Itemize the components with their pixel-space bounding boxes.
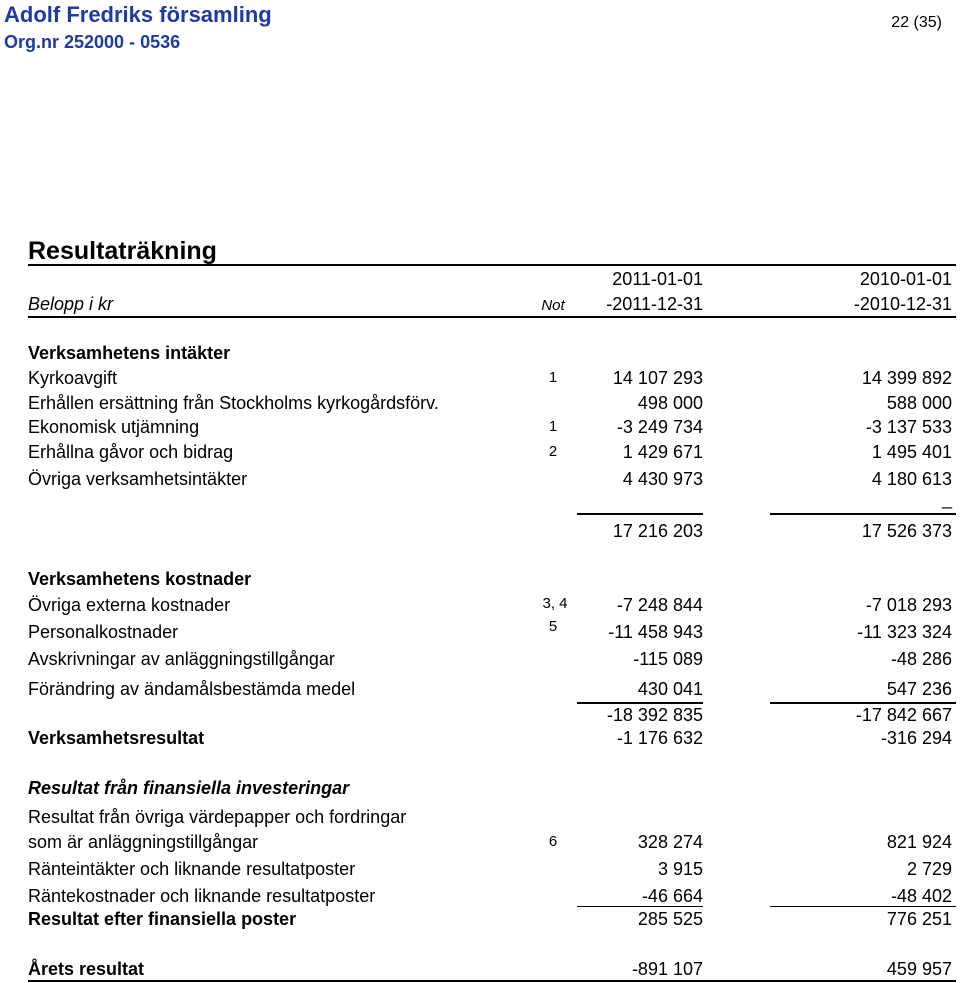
col-2011-start: 2011-01-01 [612, 269, 703, 289]
after-financial-2011: 285 525 [637, 909, 703, 929]
cost-row-label: Förändring av ändamålsbestämda medel [28, 679, 356, 699]
income-row-2010: 14 399 892 [861, 368, 952, 388]
income-row-2010: 1 495 401 [871, 442, 952, 462]
income-row-2011: 1 429 671 [622, 442, 703, 462]
operating-result-2010: -316 294 [880, 728, 952, 748]
financial-row-2010: -48 402 [890, 886, 952, 906]
financial-sum-rule-2011 [577, 906, 703, 907]
financial-row-2011: 3 915 [657, 859, 703, 879]
cost-row-label: Personalkostnader [28, 622, 179, 642]
income-row-label: Erhållen ersättning från Stockholms kyrkogårdsförv. [28, 393, 439, 413]
page-title: Resultaträkning [28, 237, 217, 265]
income-row-label: Erhållna gåvor och bidrag [28, 442, 234, 462]
col-2010-start: 2010-01-01 [859, 269, 952, 289]
title-rule [28, 264, 956, 266]
income-row-2011: 14 107 293 [612, 368, 703, 388]
cost-row-2011: -11 458 943 [608, 622, 703, 642]
financial-row-2011: 328 274 [637, 832, 703, 852]
financial-row-label: Resultat från övriga värdepapper och fordringar [28, 807, 407, 827]
financial-row-label-cont: som är anläggningstillgångar [28, 832, 259, 852]
financial-row-label: Ränteintäkter och liknande resultatposter [28, 859, 356, 879]
operating-result-2011: -1 176 632 [616, 728, 703, 748]
income-total-2010: 17 526 373 [861, 521, 952, 541]
income-row-2010: 588 000 [886, 393, 952, 413]
operating-result-label: Verksamhetsresultat [28, 728, 205, 748]
cost-row-label: Avskrivningar av anläggningstillgångar [28, 649, 335, 669]
organization-number: Org.nr 252000 - 0536 [4, 32, 181, 52]
financial-row-2010: 2 729 [906, 859, 952, 879]
cost-row-2010: 547 236 [886, 679, 952, 699]
cost-row-2010: -48 286 [890, 649, 952, 669]
costs-total-2010: -17 842 667 [855, 705, 952, 725]
col-note-header: Not [541, 297, 565, 314]
after-financial-label: Resultat efter finansiella poster [28, 909, 297, 929]
header-rule [28, 316, 956, 318]
income-row-label: Ekonomisk utjämning [28, 417, 200, 437]
cost-row-label: Övriga externa kostnader [28, 595, 231, 615]
cost-row-note: 5 [548, 618, 558, 635]
col-2011-end: -2011-12-31 [606, 294, 703, 314]
after-financial-2010: 776 251 [886, 909, 952, 929]
financial-row-label: Räntekostnader och liknande resultatposter [28, 886, 376, 906]
income-heading: Verksamhetens intäkter [28, 343, 231, 363]
year-result-2011: -891 107 [631, 959, 703, 979]
income-row-2011: -3 249 734 [616, 417, 703, 437]
year-result-2010: 459 957 [886, 959, 952, 979]
cost-row-2010: -11 323 324 [857, 622, 952, 642]
cost-row-note: 3, 4 [542, 595, 568, 612]
financial-row-note: 6 [548, 833, 558, 850]
income-row-note: 1 [548, 369, 558, 386]
income-row-label: Övriga verksamhetsintäkter [28, 469, 248, 489]
year-result-label: Årets resultat [28, 959, 145, 979]
dash-mark: _ [941, 489, 952, 509]
cost-row-2011: -7 248 844 [616, 595, 703, 615]
income-row-label: Kyrkoavgift [28, 368, 118, 388]
income-total-2011: 17 216 203 [612, 521, 703, 541]
bottom-rule [28, 980, 956, 982]
income-row-note: 1 [548, 418, 558, 435]
income-row-2011: 4 430 973 [622, 469, 703, 489]
income-row-2010: -3 137 533 [865, 417, 952, 437]
income-row-2010: 4 180 613 [871, 469, 952, 489]
col-2010-end: -2010-12-31 [853, 294, 952, 314]
income-row-2011: 498 000 [637, 393, 703, 413]
col-label-header: Belopp i kr [28, 294, 114, 314]
cost-row-2011: 430 041 [637, 679, 703, 699]
financial-row-2011: -46 664 [641, 886, 703, 906]
income-sum-rule-2011 [577, 513, 703, 515]
organization-name: Adolf Fredriks församling [4, 2, 272, 27]
page-number: 22 (35) [891, 14, 942, 31]
costs-heading: Verksamhetens kostnader [28, 569, 252, 589]
financial-row-2010: 821 924 [886, 832, 952, 852]
cost-row-2010: -7 018 293 [865, 595, 952, 615]
financial-sum-rule-2010 [770, 906, 956, 907]
income-row-note: 2 [548, 443, 558, 460]
income-sum-rule-2010 [770, 513, 956, 515]
costs-total-2011: -18 392 835 [606, 705, 703, 725]
cost-row-2011: -115 089 [633, 649, 703, 669]
financial-heading: Resultat från finansiella investeringar [28, 778, 350, 798]
